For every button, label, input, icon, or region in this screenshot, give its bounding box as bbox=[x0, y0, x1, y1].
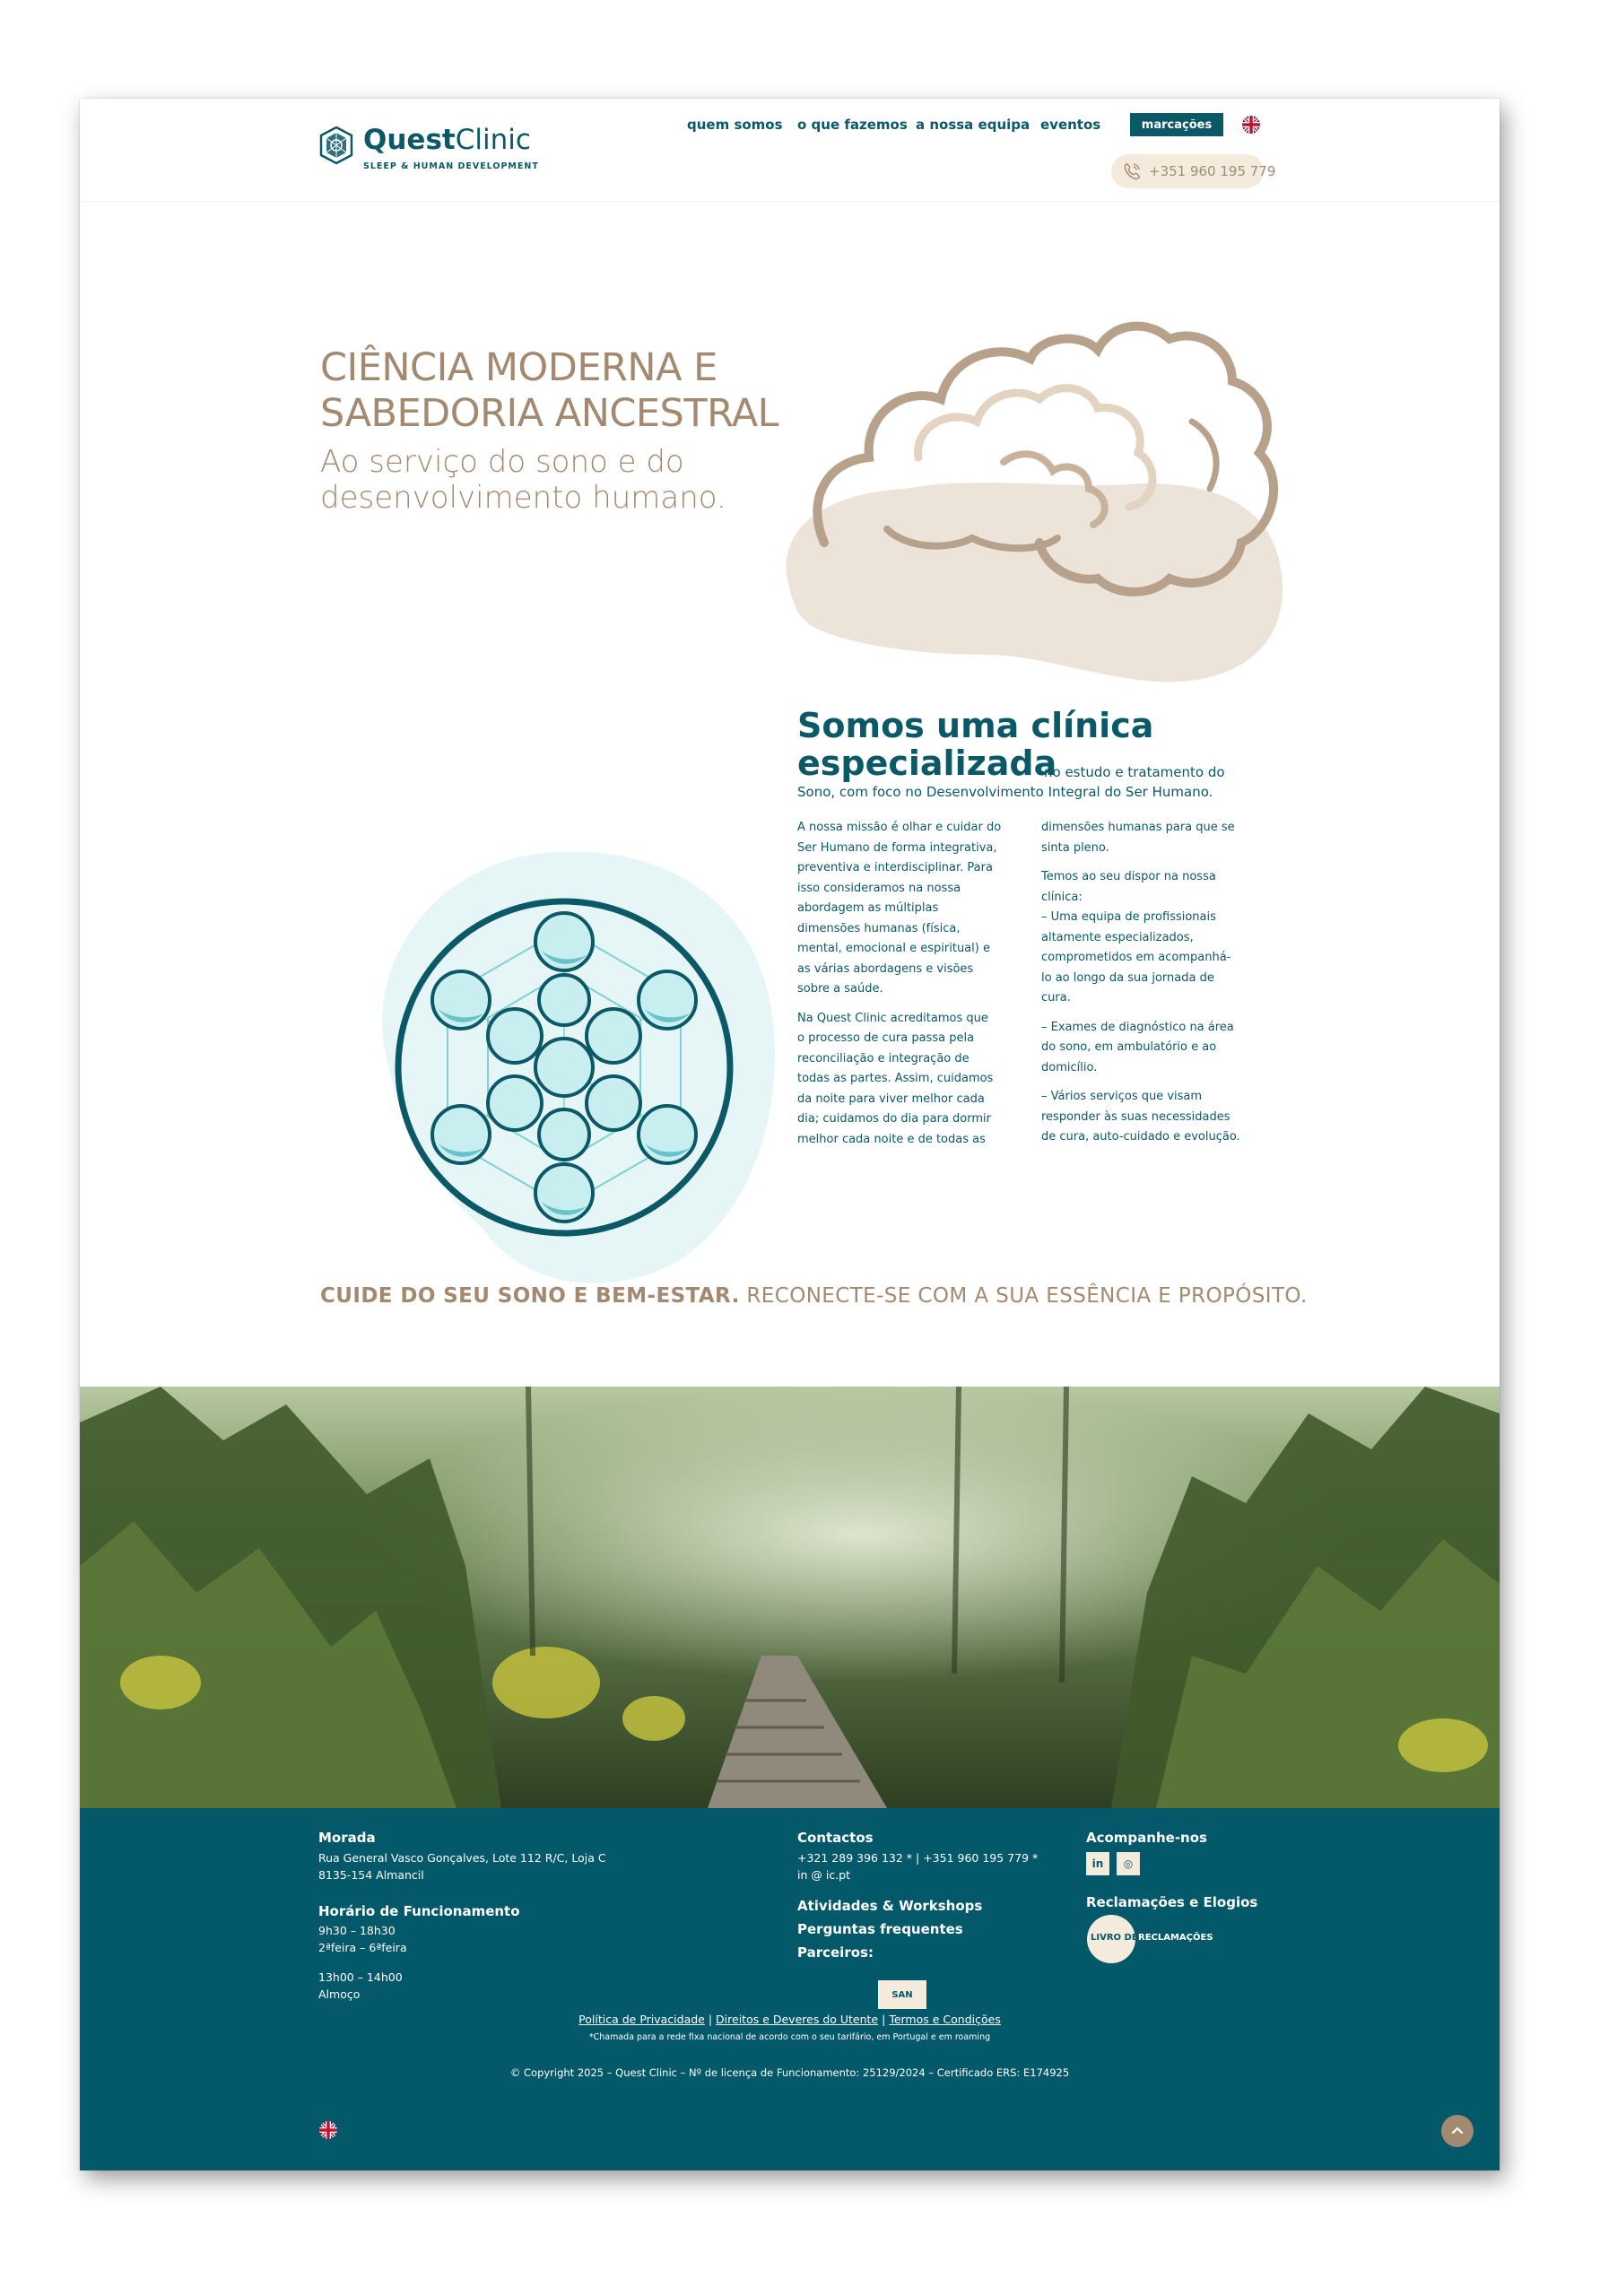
main-nav bbox=[80, 117, 1500, 144]
site-header bbox=[80, 99, 1500, 202]
about-paragraph: – Exames de diagnóstico na área do sono, em ambulatório e ao domicílio. bbox=[1041, 1020, 1234, 1074]
linkedin-icon[interactable]: in bbox=[1086, 1852, 1109, 1875]
nav-item-quem-somos[interactable]: quem somos bbox=[687, 117, 783, 133]
footer-follow-heading: Acompanhe-nos bbox=[1086, 1830, 1207, 1846]
activities-link[interactable]: Atividades & Workshops bbox=[797, 1898, 983, 1914]
about-lead-line1: no estudo e tratamento do bbox=[1044, 764, 1225, 780]
logo-tagline: SLEEP & HUMAN DEVELOPMENT bbox=[363, 161, 539, 171]
back-to-top-button[interactable] bbox=[1441, 2115, 1474, 2147]
footer-contacts-heading: Contactos bbox=[797, 1830, 874, 1846]
footer-contacts-phones[interactable]: +321 289 396 132 * | +351 960 195 779 * bbox=[797, 1851, 1039, 1865]
phone-number: +351 960 195 779 bbox=[1149, 163, 1276, 179]
marcacoes-button[interactable]: marcações bbox=[1130, 113, 1223, 136]
nav-item-eventos[interactable]: eventos bbox=[1040, 117, 1101, 133]
tagline-regular: RECONECTE-SE COM A SUA ESSÊNCIA E PROPÓSITO. bbox=[739, 1284, 1308, 1308]
about-paragraph: Na Quest Clinic acreditamos que o processo de cura passa pela reconciliação e integração de todas as partes. Assim, cuidamos da noite para viver melhor cada dia; cuidamos do dia para dormir melhor cada noite e de todas as bbox=[797, 1011, 994, 1146]
footer-hours-line2: 2ªfeira – 6ªfeira bbox=[318, 1941, 407, 1954]
cloud-illustration bbox=[770, 233, 1309, 726]
footer-lunch-line2: Almoço bbox=[318, 1987, 361, 2001]
nav-item-a-nossa-equipa[interactable]: a nossa equipa bbox=[916, 117, 1030, 133]
hero-subtitle-line2: desenvolvimento humano. bbox=[320, 480, 726, 516]
footer-hours-heading: Horário de Funcionamento bbox=[318, 1903, 520, 1919]
about-column-right bbox=[1041, 818, 1264, 1157]
instagram-icon[interactable]: ◎ bbox=[1117, 1852, 1140, 1875]
legal-links bbox=[80, 2013, 1500, 2026]
hero-title-line2: SABEDORIA ANCESTRAL bbox=[320, 391, 779, 436]
complaints-heading: Reclamações e Elogios bbox=[1086, 1894, 1258, 1910]
about-paragraph: A nossa missão é olhar e cuidar do Ser Humano de forma integrativa, preventiva e interdisciplinar. Para isso consideramos na nossa abordagem as múltiplas dimensões humanas (física, mental, emocional e espiritual) e as várias abordagens e visões sobre a saúde. bbox=[797, 821, 1002, 996]
livro-label-b: RECLAMAÇÕES bbox=[1138, 1933, 1213, 1943]
chevron-up-icon bbox=[1450, 2124, 1465, 2138]
forest-path-image bbox=[80, 1387, 1500, 1808]
sacred-geometry-illustration bbox=[349, 798, 806, 1318]
footer-address-line2: 8135-154 Almancil bbox=[318, 1868, 424, 1882]
about-lead-line2: Sono, com foco no Desenvolvimento Integral do Ser Humano. bbox=[797, 784, 1213, 800]
about-heading-line2: especializada bbox=[797, 744, 1057, 783]
phone-link[interactable] bbox=[1111, 154, 1276, 188]
footer-address-heading: Morada bbox=[318, 1830, 376, 1846]
partner-san-badge[interactable]: SAN bbox=[878, 1980, 926, 2009]
legal-separator: | bbox=[878, 2013, 890, 2026]
footer-contacts-email[interactable]: in @ ic.pt bbox=[797, 1868, 850, 1882]
site-footer bbox=[80, 1808, 1500, 2170]
patient-rights-link[interactable]: Direitos e Deveres do Utente bbox=[716, 2013, 879, 2026]
copyright: © Copyright 2025 – Quest Clinic – Nº de licença de Funcionamento: 25129/2024 – Certificado ERS: E174925 bbox=[509, 2066, 1070, 2079]
web-page bbox=[80, 99, 1500, 2170]
uk-flag-icon[interactable] bbox=[318, 2120, 338, 2140]
tagline-bold: CUIDE DO SEU SONO E BEM-ESTAR. bbox=[320, 1284, 740, 1308]
phone-icon bbox=[1122, 161, 1142, 181]
footer-lunch-line1: 13h00 – 14h00 bbox=[318, 1970, 403, 1984]
about-heading-line1: Somos uma clínica bbox=[797, 706, 1154, 745]
legal-separator: | bbox=[704, 2013, 717, 2026]
about-column-left bbox=[797, 818, 1020, 1159]
about-paragraph: – Vários serviços que visam responder às suas necessidades de cura, auto-cuidado e evolução. bbox=[1041, 1090, 1240, 1144]
nav-item-o-que-fazemos[interactable]: o que fazemos bbox=[797, 117, 908, 133]
hero-title bbox=[320, 345, 778, 437]
logo-wordmark: QuestClinic bbox=[363, 124, 531, 156]
livro-label-a: LIVRO DE bbox=[1091, 1933, 1138, 1943]
hero-title-line1: CIÊNCIA MODERNA E bbox=[320, 345, 717, 390]
faq-link[interactable]: Perguntas frequentes bbox=[797, 1921, 963, 1937]
call-charges-note: *Chamada para a rede fixa nacional de acordo com o seu tarifário, em Portugal e em roaming bbox=[588, 2032, 991, 2042]
uk-flag-icon[interactable] bbox=[1241, 115, 1261, 135]
terms-link[interactable]: Termos e Condições bbox=[889, 2013, 1001, 2026]
about-paragraph: Temos ao seu dispor na nossa clínica: – Uma equipa de profissionais altamente especializados, comprometidos em acompanhá- lo ao longo da sua jornada de cura. bbox=[1041, 870, 1231, 1004]
about-paragraph: dimensões humanas para que se sinta pleno. bbox=[1041, 821, 1235, 855]
footer-hours-line1: 9h30 – 18h30 bbox=[318, 1924, 396, 1937]
partners-label: Parceiros: bbox=[797, 1944, 874, 1961]
tagline bbox=[320, 1284, 1308, 1308]
privacy-policy-link[interactable]: Política de Privacidade bbox=[578, 2013, 705, 2026]
footer-address-line1: Rua General Vasco Gonçalves, Lote 112 R/C, Loja C bbox=[318, 1851, 606, 1865]
hero-subtitle bbox=[320, 444, 726, 516]
hero-subtitle-line1: Ao serviço do sono e do bbox=[320, 444, 684, 480]
